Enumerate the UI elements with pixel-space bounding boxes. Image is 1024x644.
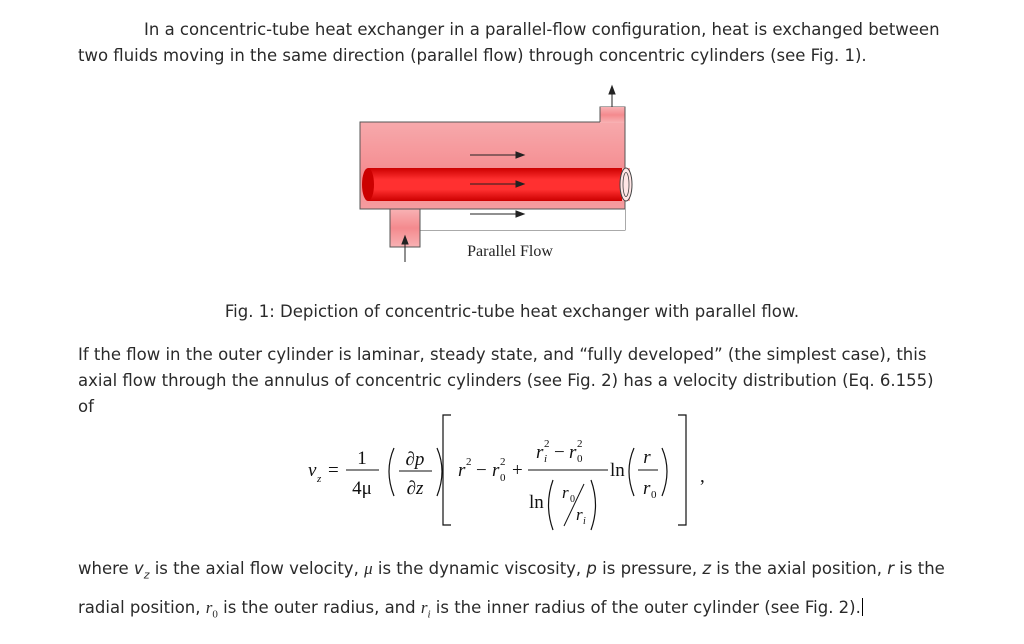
heat-exchanger-diagram xyxy=(330,82,650,262)
svg-text:r: r xyxy=(569,442,577,463)
svg-text:∂z: ∂z xyxy=(406,478,424,499)
svg-text:ln: ln xyxy=(610,460,625,481)
flow-paragraph: If the flow in the outer cylinder is laminar, steady state, and “fully developed” (the simplest case), this axial flow through the annulus of concentric cylinders (see Fig. 2) has a velocity distribution (Eq. 6.155) of xyxy=(78,345,934,416)
text-cursor xyxy=(862,598,863,616)
inner-tube-end xyxy=(620,168,632,201)
svg-text:2: 2 xyxy=(577,438,583,450)
svg-text:r: r xyxy=(562,483,569,502)
svg-text:,: , xyxy=(700,466,705,487)
figure-label: Parallel Flow xyxy=(467,243,553,260)
intro-paragraph: In a concentric-tube heat exchanger in a parallel-flow configuration, heat is exchanged between two fluids moving in the same direction (parallel flow) through concentric cylinders (see Fig. 1). xyxy=(78,20,940,65)
svg-text:−: − xyxy=(554,442,565,463)
svg-text:2: 2 xyxy=(500,456,506,468)
figure-caption: Fig. 1: Depiction of concentric-tube heat exchanger with parallel flow. xyxy=(224,302,800,321)
svg-text:i: i xyxy=(583,516,586,527)
svg-text:2: 2 xyxy=(466,456,472,468)
svg-text:1: 1 xyxy=(357,448,367,469)
svg-text:0: 0 xyxy=(570,494,575,505)
svg-text:z: z xyxy=(317,473,322,485)
svg-text:4μ: 4μ xyxy=(352,478,372,499)
svg-text:−: − xyxy=(476,460,487,481)
svg-text:r: r xyxy=(458,460,466,481)
svg-text:∂p: ∂p xyxy=(405,449,425,470)
velocity-equation xyxy=(300,410,720,535)
svg-text:v: v xyxy=(308,460,317,481)
svg-text:0: 0 xyxy=(500,472,506,484)
svg-text:+: + xyxy=(512,460,523,481)
svg-text:r: r xyxy=(536,442,544,463)
svg-text:r: r xyxy=(492,460,500,481)
svg-text:r: r xyxy=(576,505,583,524)
svg-text:0: 0 xyxy=(577,453,583,465)
svg-text:=: = xyxy=(328,460,339,481)
svg-text:0: 0 xyxy=(651,489,657,501)
svg-text:i: i xyxy=(544,453,548,465)
definitions-paragraph: where $v_z$ is the axial flow velocity, μ is the dynamic viscosity, p is pressure, z is the axial position, r is the radial position, $r_0$ is the outer radius, and $r_i$ is the inner radius of the outer cylinder (see Fig. 2). xyxy=(78,559,945,621)
svg-text:r: r xyxy=(643,447,651,468)
outlet-nozzle xyxy=(600,107,625,123)
svg-text:r: r xyxy=(643,478,651,499)
svg-text:2: 2 xyxy=(544,438,550,450)
svg-text:ln: ln xyxy=(529,492,544,513)
